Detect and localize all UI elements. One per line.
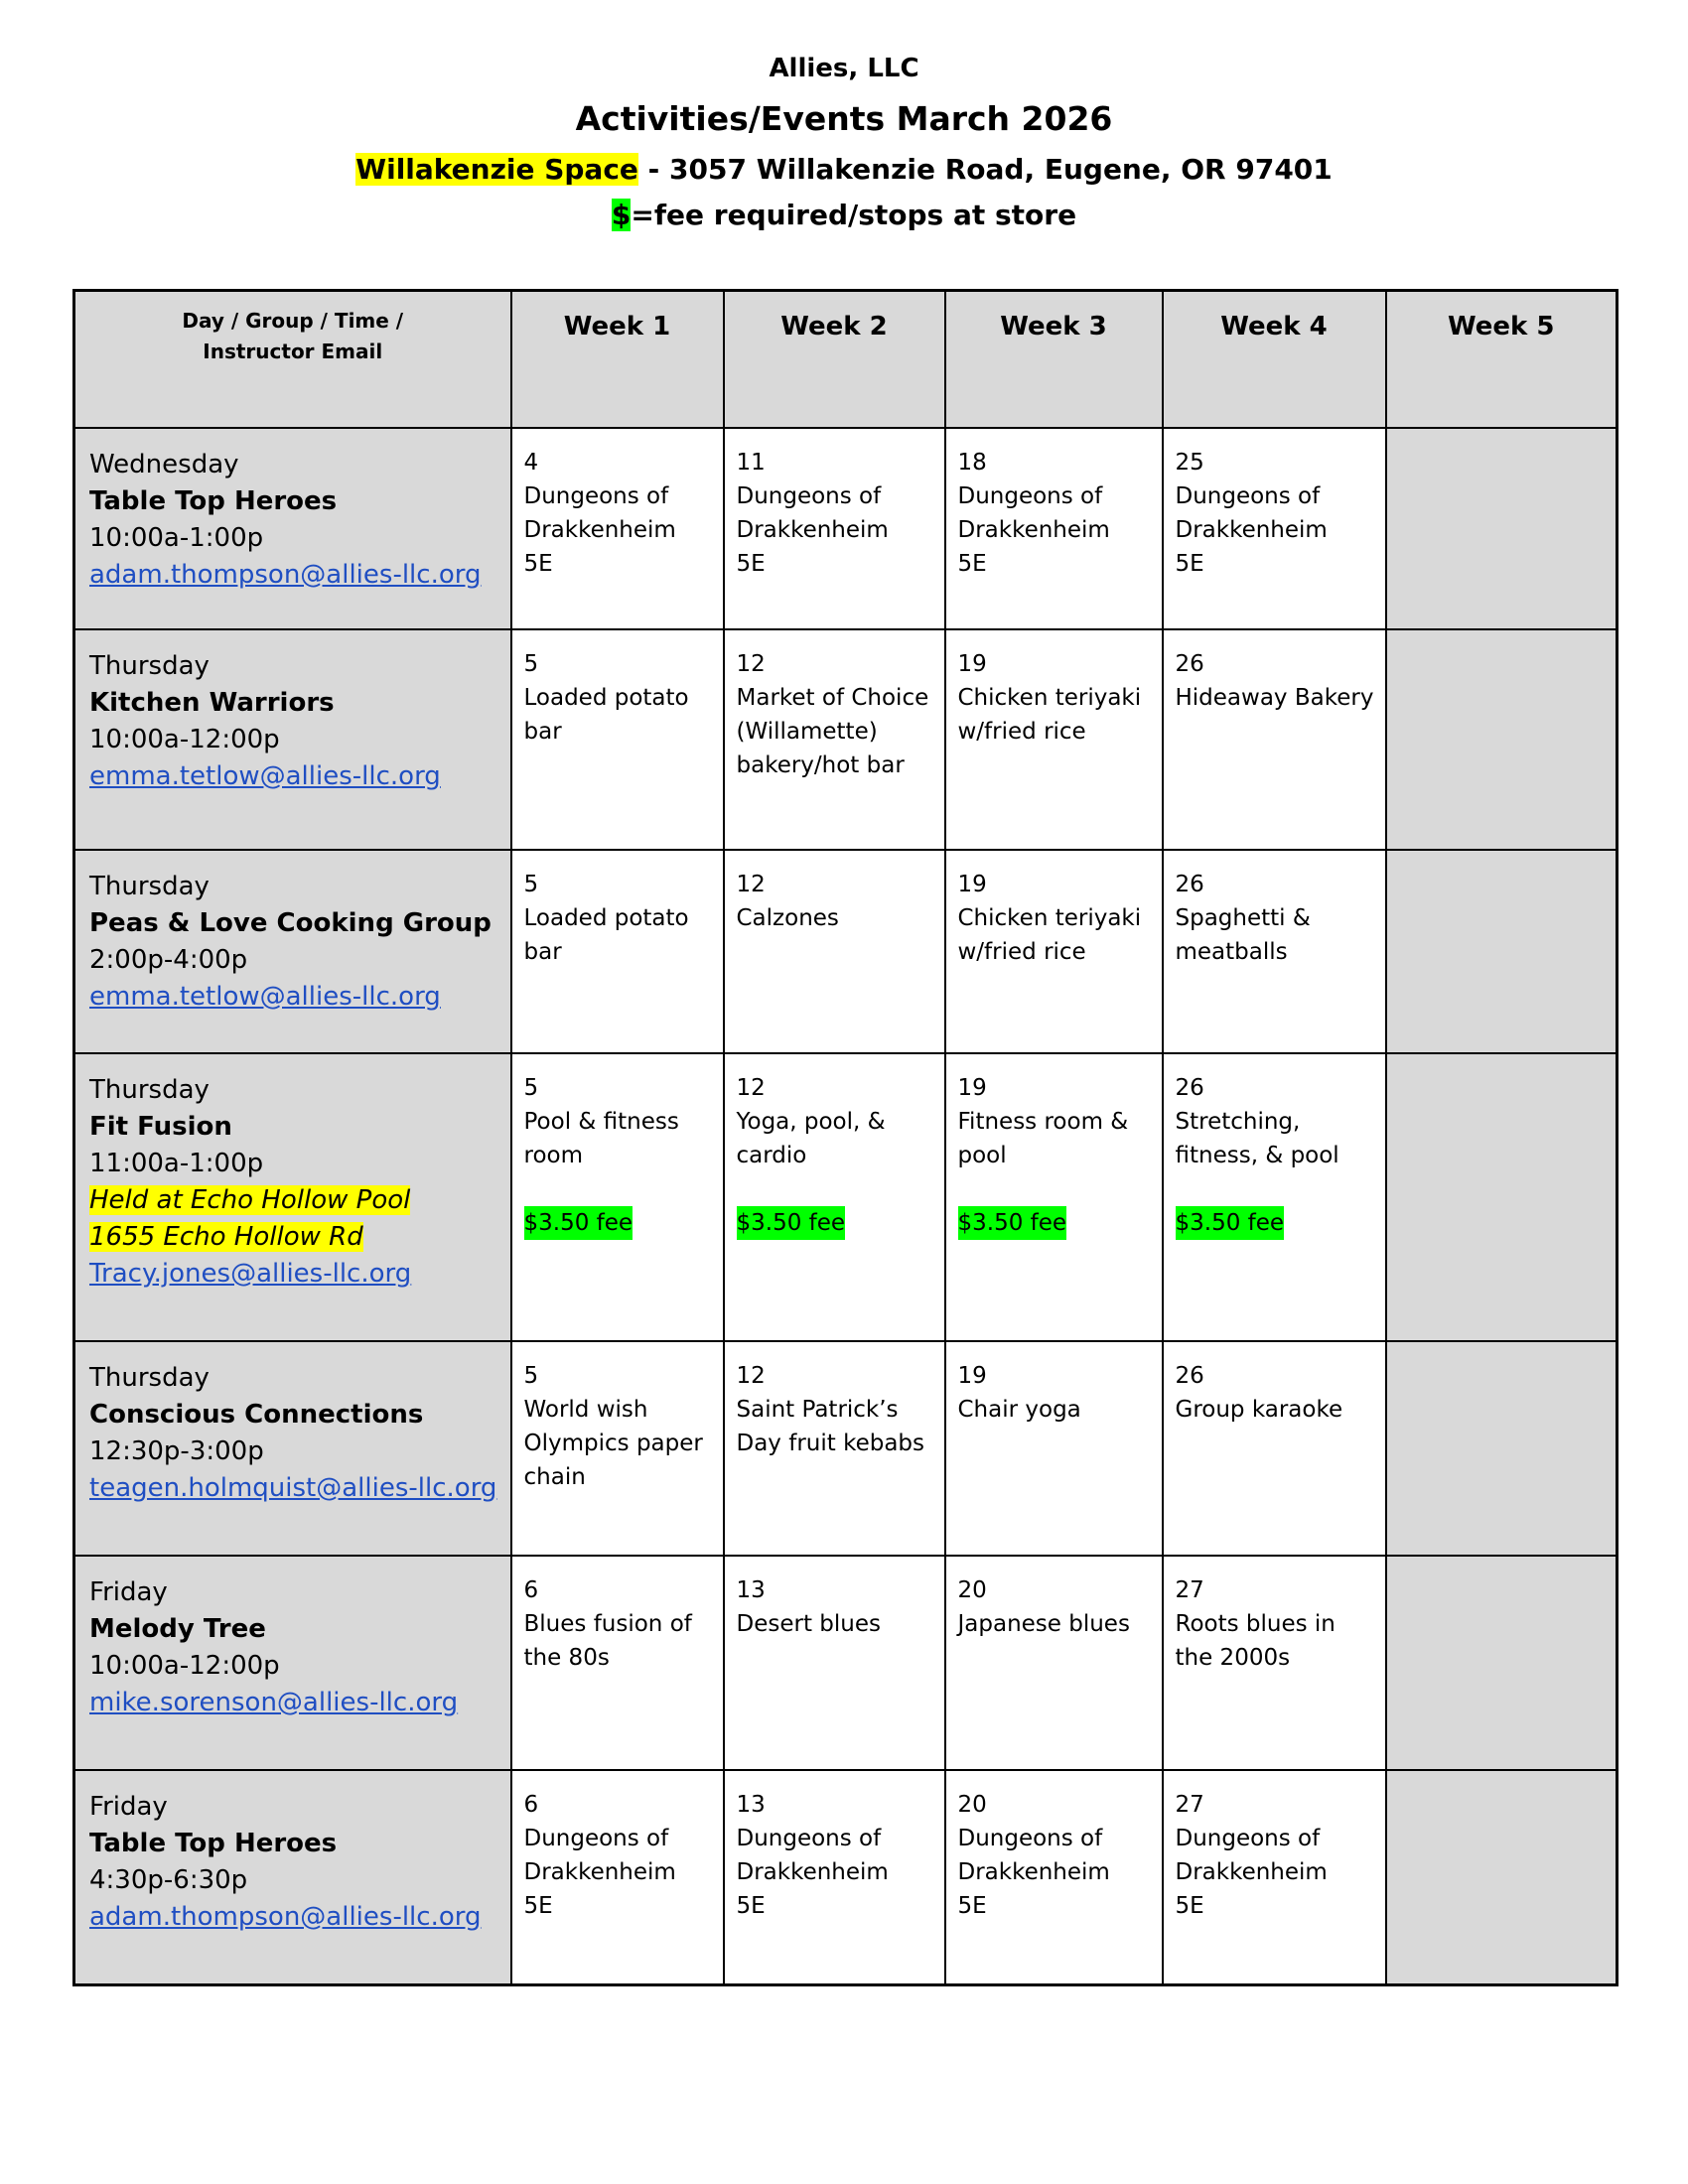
event-date: 5 [523, 1075, 539, 1101]
fee-badge: $3.50 fee [524, 1206, 633, 1240]
event-date: 26 [1175, 1363, 1204, 1389]
event-date: 19 [957, 651, 987, 677]
event-text: Chicken teriyaki [957, 685, 1142, 711]
event-text: room [523, 1143, 583, 1168]
week-cell [945, 1341, 1163, 1556]
event-text: Olympics paper [523, 1431, 703, 1456]
event-text: w/fried rice [957, 719, 1086, 745]
fee-badge: $3.50 fee [958, 1206, 1067, 1240]
week-cell [511, 1341, 724, 1556]
table-row [74, 1770, 1618, 1984]
group-day: Thursday [89, 651, 210, 681]
event-text: Drakkenheim [957, 517, 1110, 543]
fee-symbol: $ [611, 199, 632, 231]
week-cell [511, 629, 724, 850]
event-date: 4 [523, 450, 539, 476]
week-cell [1163, 1053, 1386, 1341]
event-date: 19 [957, 1075, 987, 1101]
table-row [74, 629, 1618, 850]
event-date: 27 [1175, 1792, 1204, 1818]
group-time: 4:30p-6:30p [89, 1865, 248, 1895]
event-date: 20 [957, 1577, 987, 1603]
header-cell-info [74, 291, 511, 429]
instructor-email-link[interactable]: adam.thompson@allies-llc.org [89, 1902, 482, 1932]
event-date: 25 [1175, 450, 1204, 476]
event-text: Spaghetti & [1175, 905, 1311, 931]
event-text: Loaded potato [523, 685, 689, 711]
event-text: Calzones [736, 905, 839, 931]
venue-address: 1655 Echo Hollow Rd [89, 1222, 363, 1252]
group-name: Table Top Heroes [89, 486, 338, 516]
event-text: Drakkenheim [1175, 517, 1328, 543]
event-date: 5 [523, 872, 539, 897]
fee-legend [0, 199, 1688, 231]
week-cell [945, 1556, 1163, 1770]
event-text: Dungeons of [523, 1826, 669, 1851]
event-text: Day fruit kebabs [736, 1431, 925, 1456]
event-text: Dungeons of [957, 1826, 1103, 1851]
page-title: Activities/Events March 2026 [575, 99, 1113, 138]
week-cell [724, 850, 945, 1053]
week-5-cell [1386, 850, 1618, 1053]
event-text: Group karaoke [1175, 1397, 1343, 1423]
week-cell [945, 428, 1163, 629]
event-date: 27 [1175, 1577, 1204, 1603]
week-cell [724, 1770, 945, 1984]
event-text: Market of Choice [736, 685, 929, 711]
event-text: 5E [957, 1893, 987, 1919]
table-row [74, 1556, 1618, 1770]
week-cell [511, 1556, 724, 1770]
event-text: Dungeons of [736, 1826, 882, 1851]
group-name: Kitchen Warriors [89, 688, 335, 718]
instructor-email-link[interactable]: adam.thompson@allies-llc.org [89, 560, 482, 590]
week-cell [511, 1770, 724, 1984]
group-cell [74, 1341, 511, 1556]
group-time: 10:00a-12:00p [89, 1651, 280, 1681]
week-cell [1163, 850, 1386, 1053]
week-cell [945, 850, 1163, 1053]
week-cell [945, 629, 1163, 850]
event-date: 12 [736, 651, 766, 677]
event-text: Stretching, [1175, 1109, 1301, 1135]
week-cell [724, 1341, 945, 1556]
week-cell [1163, 428, 1386, 629]
event-date: 12 [736, 1363, 766, 1389]
group-cell [74, 428, 511, 629]
instructor-email-link[interactable]: Tracy.jones@allies-llc.org [89, 1259, 412, 1289]
event-text: Yoga, pool, & [736, 1109, 886, 1135]
event-text: Pool & fitness [523, 1109, 679, 1135]
event-text: Dungeons of [523, 483, 669, 509]
week-cell [1163, 1770, 1386, 1984]
event-text: Japanese blues [957, 1611, 1130, 1637]
week-cell [945, 1770, 1163, 1984]
week-5-cell [1386, 629, 1618, 850]
instructor-email-link[interactable]: mike.sorenson@allies-llc.org [89, 1688, 459, 1717]
table-row [74, 1341, 1618, 1556]
event-text: Drakkenheim [736, 517, 889, 543]
table-row [74, 850, 1618, 1053]
group-name: Conscious Connections [89, 1400, 424, 1430]
header-label-line1: Day / Group / Time / [182, 309, 404, 333]
event-text: World wish [523, 1397, 648, 1423]
group-cell [74, 850, 511, 1053]
event-date: 19 [957, 1363, 987, 1389]
header-week-5: Week 5 [1386, 291, 1618, 429]
event-date: 20 [957, 1792, 987, 1818]
group-time: 2:00p-4:00p [89, 945, 248, 975]
group-time: 10:00a-1:00p [89, 523, 264, 553]
event-date: 12 [736, 872, 766, 897]
event-date: 26 [1175, 651, 1204, 677]
header-week-1: Week 1 [511, 291, 724, 429]
venue-line [89, 1182, 510, 1219]
week-5-cell [1386, 1053, 1618, 1341]
event-text: Drakkenheim [736, 1859, 889, 1885]
group-name: Fit Fusion [89, 1112, 232, 1142]
header-week-4: Week 4 [1163, 291, 1386, 429]
event-text: cardio [736, 1143, 807, 1168]
group-time: 12:30p-3:00p [89, 1436, 264, 1466]
event-text: 5E [736, 551, 766, 577]
group-time: 10:00a-12:00p [89, 725, 280, 754]
group-day: Thursday [89, 872, 210, 901]
week-cell [511, 428, 724, 629]
event-date: 5 [523, 1363, 539, 1389]
event-text: Dungeons of [736, 483, 882, 509]
event-text: Hideaway Bakery [1175, 685, 1374, 711]
event-date: 5 [523, 651, 539, 677]
group-day: Thursday [89, 1363, 210, 1393]
group-cell [74, 1556, 511, 1770]
event-text: Chair yoga [957, 1397, 1081, 1423]
group-day: Wednesday [89, 450, 239, 479]
week-5-cell [1386, 1770, 1618, 1984]
header-week-2: Week 2 [724, 291, 945, 429]
event-text: chain [523, 1464, 586, 1490]
event-text: 5E [523, 1893, 553, 1919]
group-cell [74, 1053, 511, 1341]
instructor-email-link[interactable]: teagen.holmquist@allies-llc.org [89, 1473, 497, 1503]
group-time: 11:00a-1:00p [89, 1149, 264, 1178]
week-cell [724, 1556, 945, 1770]
group-day: Friday [89, 1577, 168, 1607]
event-text: 5E [523, 551, 553, 577]
group-name: Melody Tree [89, 1614, 266, 1644]
org-name: Allies, LLC [769, 54, 919, 83]
group-day: Friday [89, 1792, 168, 1822]
week-cell [724, 629, 945, 850]
event-date: 13 [736, 1577, 766, 1603]
week-cell [1163, 1341, 1386, 1556]
event-date: 26 [1175, 1075, 1204, 1101]
event-text: bakery/hot bar [736, 752, 905, 778]
table-row [74, 428, 1618, 629]
fee-badge: $3.50 fee [737, 1206, 846, 1240]
event-text: fitness, & pool [1175, 1143, 1339, 1168]
event-text: Roots blues in [1175, 1611, 1336, 1637]
location-address: - 3057 Willakenzie Road, Eugene, OR 97401 [637, 153, 1333, 186]
week-5-cell [1386, 1556, 1618, 1770]
week-cell [724, 1053, 945, 1341]
schedule-table [72, 289, 1618, 1986]
event-text: Drakkenheim [523, 1859, 676, 1885]
instructor-email-link[interactable]: emma.tetlow@allies-llc.org [89, 761, 441, 791]
event-text: 5E [957, 551, 987, 577]
event-text: Dungeons of [1175, 483, 1321, 509]
event-text: Drakkenheim [523, 517, 676, 543]
event-date: 6 [523, 1792, 539, 1818]
instructor-email-link[interactable]: emma.tetlow@allies-llc.org [89, 982, 441, 1012]
group-name: Peas & Love Cooking Group [89, 908, 492, 938]
table-header-row [74, 291, 1618, 429]
event-text: (Willamette) [736, 719, 878, 745]
event-text: the 80s [523, 1645, 610, 1671]
group-cell [74, 629, 511, 850]
event-text: w/fried rice [957, 939, 1086, 965]
group-cell [74, 1770, 511, 1984]
event-date: 26 [1175, 872, 1204, 897]
event-text: Loaded potato [523, 905, 689, 931]
event-date: 11 [736, 450, 766, 476]
week-5-cell [1386, 1341, 1618, 1556]
event-text: Drakkenheim [957, 1859, 1110, 1885]
event-text: Fitness room & [957, 1109, 1129, 1135]
event-text: pool [957, 1143, 1007, 1168]
week-cell [724, 428, 945, 629]
event-text: Blues fusion of [523, 1611, 692, 1637]
event-text: 5E [736, 1893, 766, 1919]
week-cell [1163, 1556, 1386, 1770]
fee-legend-text: =fee required/stops at store [631, 199, 1077, 231]
venue-name: Held at Echo Hollow Pool [89, 1185, 411, 1215]
event-date: 6 [523, 1577, 539, 1603]
event-text: Drakkenheim [1175, 1859, 1328, 1885]
group-name: Table Top Heroes [89, 1829, 338, 1858]
week-cell [945, 1053, 1163, 1341]
venue-line [89, 1219, 510, 1256]
week-cell [511, 1053, 724, 1341]
event-text: Dungeons of [1175, 1826, 1321, 1851]
week-cell [1163, 629, 1386, 850]
event-date: 13 [736, 1792, 766, 1818]
location-name: Willakenzie Space [355, 153, 638, 186]
event-date: 19 [957, 872, 987, 897]
event-text: bar [523, 939, 562, 965]
event-date: 18 [957, 450, 987, 476]
header-week-3: Week 3 [945, 291, 1163, 429]
event-text: the 2000s [1175, 1645, 1291, 1671]
group-day: Thursday [89, 1075, 210, 1105]
event-text: meatballs [1175, 939, 1288, 965]
table-row [74, 1053, 1618, 1341]
fee-badge: $3.50 fee [1176, 1206, 1285, 1240]
event-text: bar [523, 719, 562, 745]
event-date: 12 [736, 1075, 766, 1101]
location-line [0, 153, 1688, 186]
header-label-line2: Instructor Email [203, 340, 383, 363]
event-text: 5E [1175, 551, 1204, 577]
week-5-cell [1386, 428, 1618, 629]
event-text: Saint Patrick’s [736, 1397, 899, 1423]
event-text: 5E [1175, 1893, 1204, 1919]
event-text: Dungeons of [957, 483, 1103, 509]
schedule-body [74, 428, 1618, 1984]
event-text: Chicken teriyaki [957, 905, 1142, 931]
week-cell [511, 850, 724, 1053]
event-text: Desert blues [736, 1611, 881, 1637]
